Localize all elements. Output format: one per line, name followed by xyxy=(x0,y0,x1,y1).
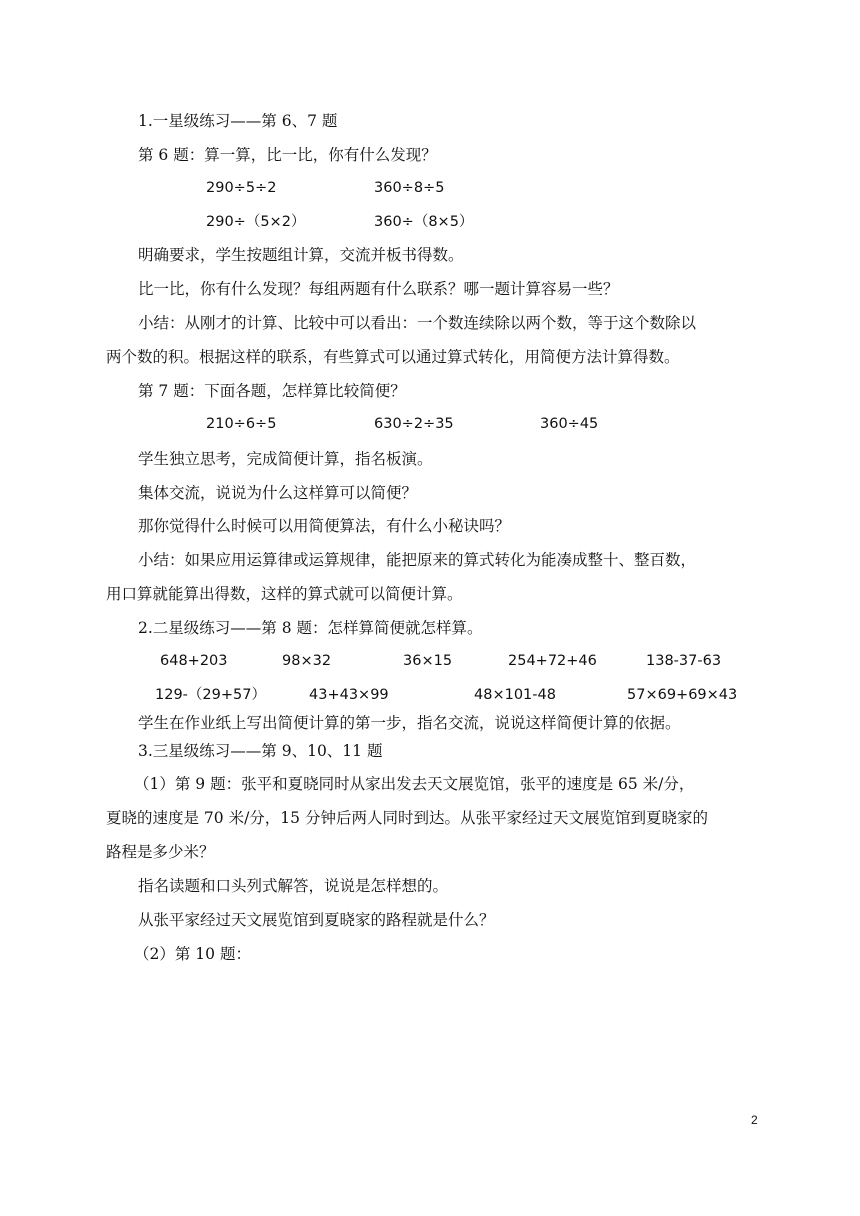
paragraph-line: 明确要求，学生按题组计算，交流并板书得数。 xyxy=(138,246,464,264)
summary-line-2: 用口算就能算出得数，这样的算式就可以简便计算。 xyxy=(106,585,463,603)
paragraph-line: 比一比，你有什么发现？每组两题有什么联系？哪一题计算容易一些？ xyxy=(138,280,619,298)
summary-line-1: 小结：如果应用运算律或运算规律，能把原来的算式转化为能凑成整十、整百数， xyxy=(138,551,697,569)
exercise-6-expr-2: 360÷8÷5 xyxy=(374,180,445,196)
exercise-7-expr-3: 360÷45 xyxy=(540,416,599,432)
page-number: 2 xyxy=(751,1113,758,1127)
exercise-8-expr: 98×32 xyxy=(282,653,332,669)
exercise-6-expr-1: 290÷5÷2 xyxy=(206,180,277,196)
exercise-8-expr: 138-37-63 xyxy=(646,653,722,669)
exercise-8-expr: 43+43×99 xyxy=(309,687,389,703)
exercise-6-prompt: 第 6 题：算一算，比一比，你有什么发现？ xyxy=(138,146,437,164)
exercise-6-expr-4: 360÷（8×5） xyxy=(374,214,474,230)
exercise-6-expr-3: 290÷（5×2） xyxy=(206,214,306,230)
section-1-heading: 1.一星级练习——第 6、7 题 xyxy=(138,112,338,130)
paragraph-line: 那你觉得什么时候可以用简便算法，有什么小秘诀吗？ xyxy=(138,517,511,535)
section-2-heading: 2.二星级练习——第 8 题：怎样算简便就怎样算。 xyxy=(138,619,483,637)
paragraph-line: 集体交流，说说为什么这样算可以简便？ xyxy=(138,484,418,502)
exercise-8-expr: 57×69+69×43 xyxy=(627,687,738,703)
exercise-9-line-3: 路程是多少米？ xyxy=(106,843,215,861)
exercise-8-expr: 254+72+46 xyxy=(508,653,597,669)
exercise-9-line-1: （1）第 9 题：张平和夏晓同时从家出发去天文展览馆，张平的速度是 65 米/分， xyxy=(134,775,695,793)
paragraph-line: 学生在作业纸上写出简便计算的第一步，指名交流，说说这样简便计算的依据。 xyxy=(138,714,681,732)
exercise-9-line-2: 夏晓的速度是 70 米/分，15 分钟后两人同时到达。从张平家经过天文展览馆到夏晓家的 xyxy=(106,809,708,827)
paragraph-line: 指名读题和口头列式解答，说说是怎样想的。 xyxy=(138,877,449,895)
exercise-8-expr: 48×101-48 xyxy=(474,687,556,703)
exercise-8-expr: 129-（29+57） xyxy=(155,687,266,703)
summary-line-2: 两个数的积。根据这样的联系，有些算式可以通过算式转化，用简便方法计算得数。 xyxy=(106,348,680,366)
paragraph-line: 学生独立思考，完成简便计算，指名板演。 xyxy=(138,450,433,468)
exercise-7-expr-1: 210÷6÷5 xyxy=(206,416,277,432)
exercise-7-expr-2: 630÷2÷35 xyxy=(374,416,454,432)
summary-line-1: 小结：从刚才的计算、比较中可以看出：一个数连续除以两个数，等于这个数除以 xyxy=(138,314,697,332)
section-3-heading: 3.三星级练习——第 9、10、11 题 xyxy=(138,742,383,760)
exercise-10-heading: （2）第 10 题： xyxy=(134,945,251,963)
exercise-8-expr: 36×15 xyxy=(403,653,453,669)
paragraph-line: 从张平家经过天文展览馆到夏晓家的路程就是什么？ xyxy=(138,911,495,929)
exercise-7-prompt: 第 7 题：下面各题，怎样算比较简便？ xyxy=(138,382,406,400)
exercise-8-expr: 648+203 xyxy=(160,653,228,669)
